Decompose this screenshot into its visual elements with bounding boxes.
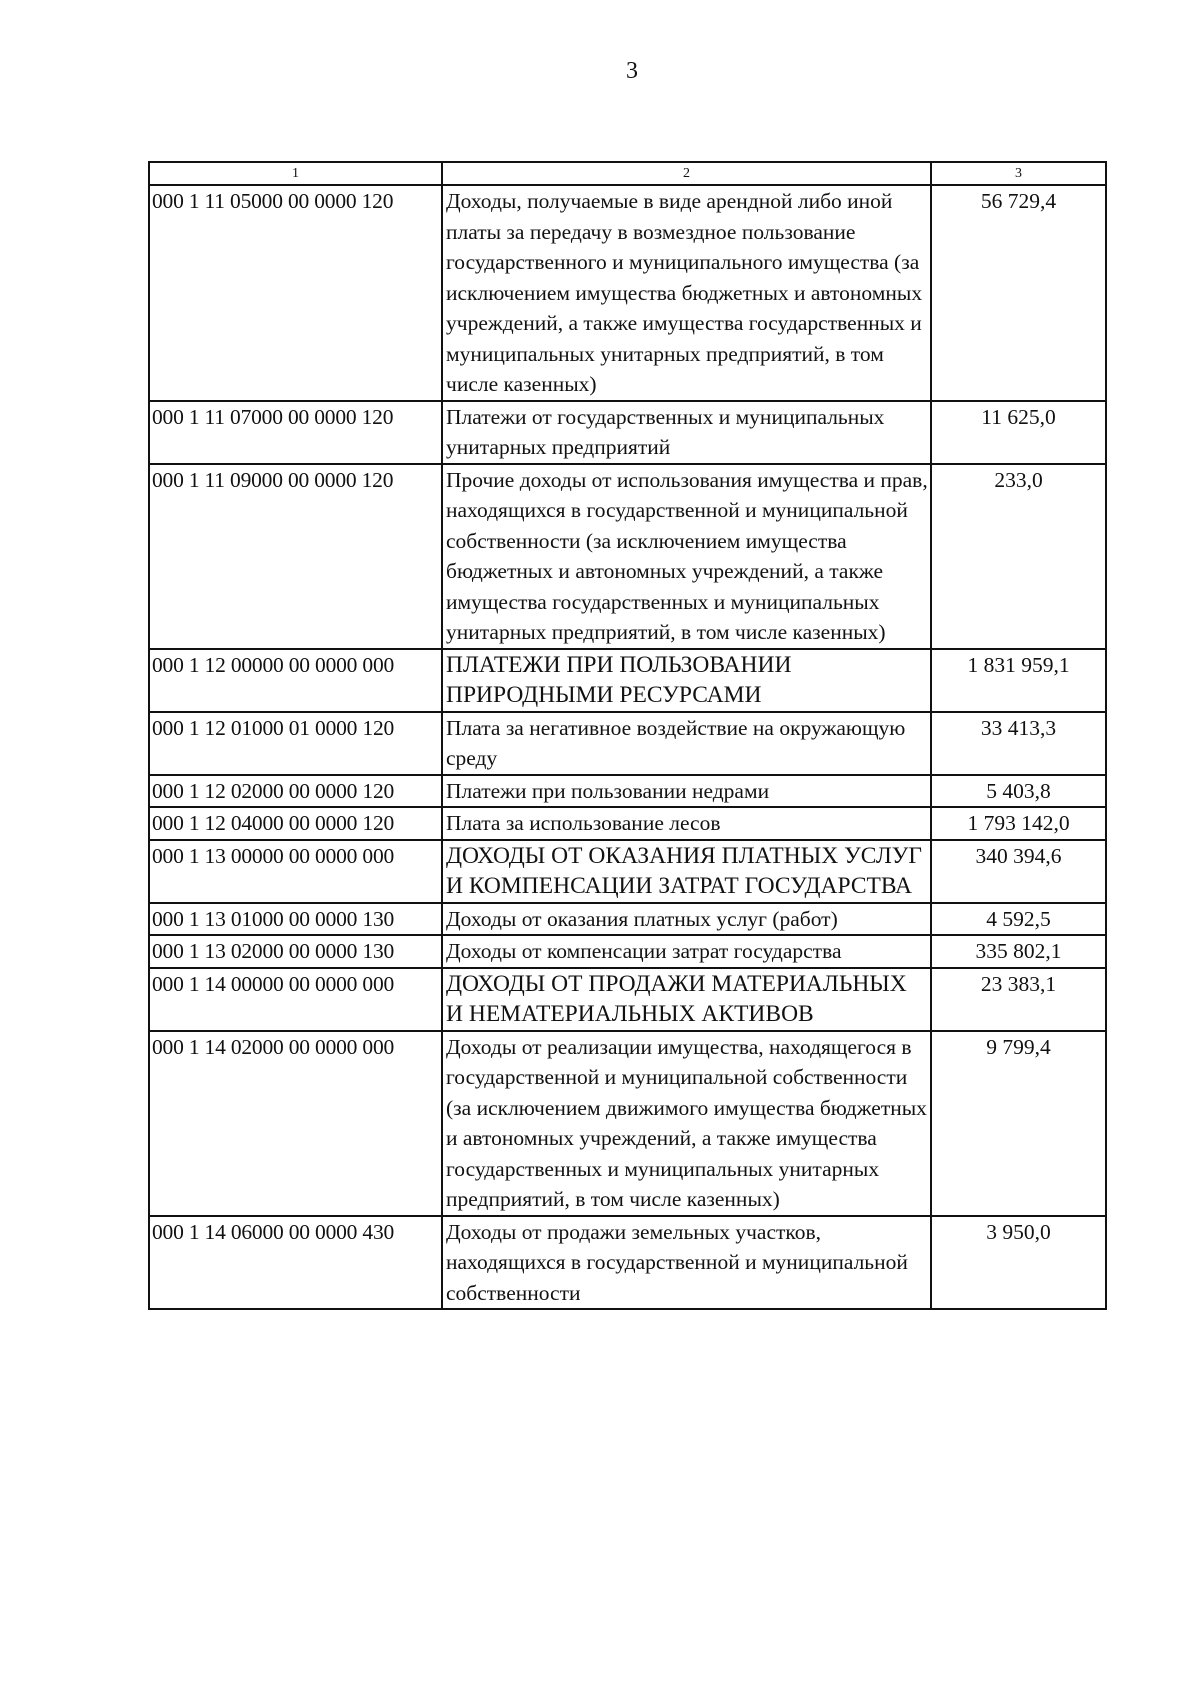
column-header-description: 2 (442, 162, 931, 185)
table-row (149, 1031, 1106, 1216)
table-row (149, 903, 1106, 936)
description-cell: Доходы от компенсации затрат государства (442, 935, 931, 968)
budget-code-cell: 000 1 13 02000 00 0000 130 (149, 935, 442, 968)
description-cell: ПЛАТЕЖИ ПРИ ПОЛЬЗОВАНИИ ПРИРОДНЫМИ РЕСУРСАМИ (442, 649, 931, 712)
budget-code-cell: 000 1 11 05000 00 0000 120 (149, 185, 442, 401)
amount-cell: 11 625,0 (931, 401, 1106, 464)
table-body (149, 185, 1106, 1309)
description-cell: Прочие доходы от использования имущества и прав, находящихся в государственной и муниципальной собственности (за исключением имущества бюджетных и автономных учреждений, а также имущества государственных и муниципальных унитарных предприятий, в том числе казенных) (442, 464, 931, 649)
table-row (149, 840, 1106, 903)
table-row (149, 807, 1106, 840)
amount-cell: 23 383,1 (931, 968, 1106, 1031)
page-number: 3 (626, 58, 638, 84)
description-cell: Доходы от продажи земельных участков, находящихся в государственной и муниципальной собственности (442, 1216, 931, 1310)
description-cell: ДОХОДЫ ОТ ПРОДАЖИ МАТЕРИАЛЬНЫХ И НЕМАТЕРИАЛЬНЫХ АКТИВОВ (442, 968, 931, 1031)
revenue-table (148, 161, 1107, 1310)
description-cell: Доходы от оказания платных услуг (работ) (442, 903, 931, 936)
table-row (149, 649, 1106, 712)
description-cell: Плата за негативное воздействие на окружающую среду (442, 712, 931, 775)
budget-code-cell: 000 1 11 09000 00 0000 120 (149, 464, 442, 649)
revenue-table-container (148, 161, 1107, 1310)
description-cell: Платежи при пользовании недрами (442, 775, 931, 808)
column-header-code: 1 (149, 162, 442, 185)
table-row (149, 775, 1106, 808)
budget-code-cell: 000 1 14 00000 00 0000 000 (149, 968, 442, 1031)
table-row (149, 968, 1106, 1031)
budget-code-cell: 000 1 12 01000 01 0000 120 (149, 712, 442, 775)
amount-cell: 335 802,1 (931, 935, 1106, 968)
amount-cell: 1 831 959,1 (931, 649, 1106, 712)
budget-code-cell: 000 1 12 04000 00 0000 120 (149, 807, 442, 840)
budget-code-cell: 000 1 13 01000 00 0000 130 (149, 903, 442, 936)
budget-code-cell: 000 1 12 02000 00 0000 120 (149, 775, 442, 808)
amount-cell: 5 403,8 (931, 775, 1106, 808)
description-cell: Доходы от реализации имущества, находящегося в государственной и муниципальной собственности (за исключением движимого имущества бюджетных и автономных учреждений, а также имущества государственных и муниципальных унитарных предприятий, в том числе казенных) (442, 1031, 931, 1216)
description-cell: Доходы, получаемые в виде арендной либо иной платы за передачу в возмездное пользование государственного и муниципального имущества (за исключением имущества бюджетных и автономных учреждений, а также имущества государственных и муниципальных унитарных предприятий, в том числе казенных) (442, 185, 931, 401)
description-cell: Плата за использование лесов (442, 807, 931, 840)
table-header-row (149, 162, 1106, 185)
table-row (149, 401, 1106, 464)
amount-cell: 233,0 (931, 464, 1106, 649)
budget-code-cell: 000 1 14 02000 00 0000 000 (149, 1031, 442, 1216)
amount-cell: 9 799,4 (931, 1031, 1106, 1216)
budget-code-cell: 000 1 12 00000 00 0000 000 (149, 649, 442, 712)
table-row (149, 712, 1106, 775)
amount-cell: 340 394,6 (931, 840, 1106, 903)
amount-cell: 3 950,0 (931, 1216, 1106, 1310)
description-cell: ДОХОДЫ ОТ ОКАЗАНИЯ ПЛАТНЫХ УСЛУГ И КОМПЕНСАЦИИ ЗАТРАТ ГОСУДАРСТВА (442, 840, 931, 903)
amount-cell: 4 592,5 (931, 903, 1106, 936)
table-row (149, 464, 1106, 649)
table-row (149, 935, 1106, 968)
budget-code-cell: 000 1 13 00000 00 0000 000 (149, 840, 442, 903)
amount-cell: 56 729,4 (931, 185, 1106, 401)
budget-code-cell: 000 1 14 06000 00 0000 430 (149, 1216, 442, 1310)
table-row (149, 185, 1106, 401)
column-header-amount: 3 (931, 162, 1106, 185)
table-row (149, 1216, 1106, 1310)
budget-code-cell: 000 1 11 07000 00 0000 120 (149, 401, 442, 464)
description-cell: Платежи от государственных и муниципальных унитарных предприятий (442, 401, 931, 464)
amount-cell: 1 793 142,0 (931, 807, 1106, 840)
amount-cell: 33 413,3 (931, 712, 1106, 775)
